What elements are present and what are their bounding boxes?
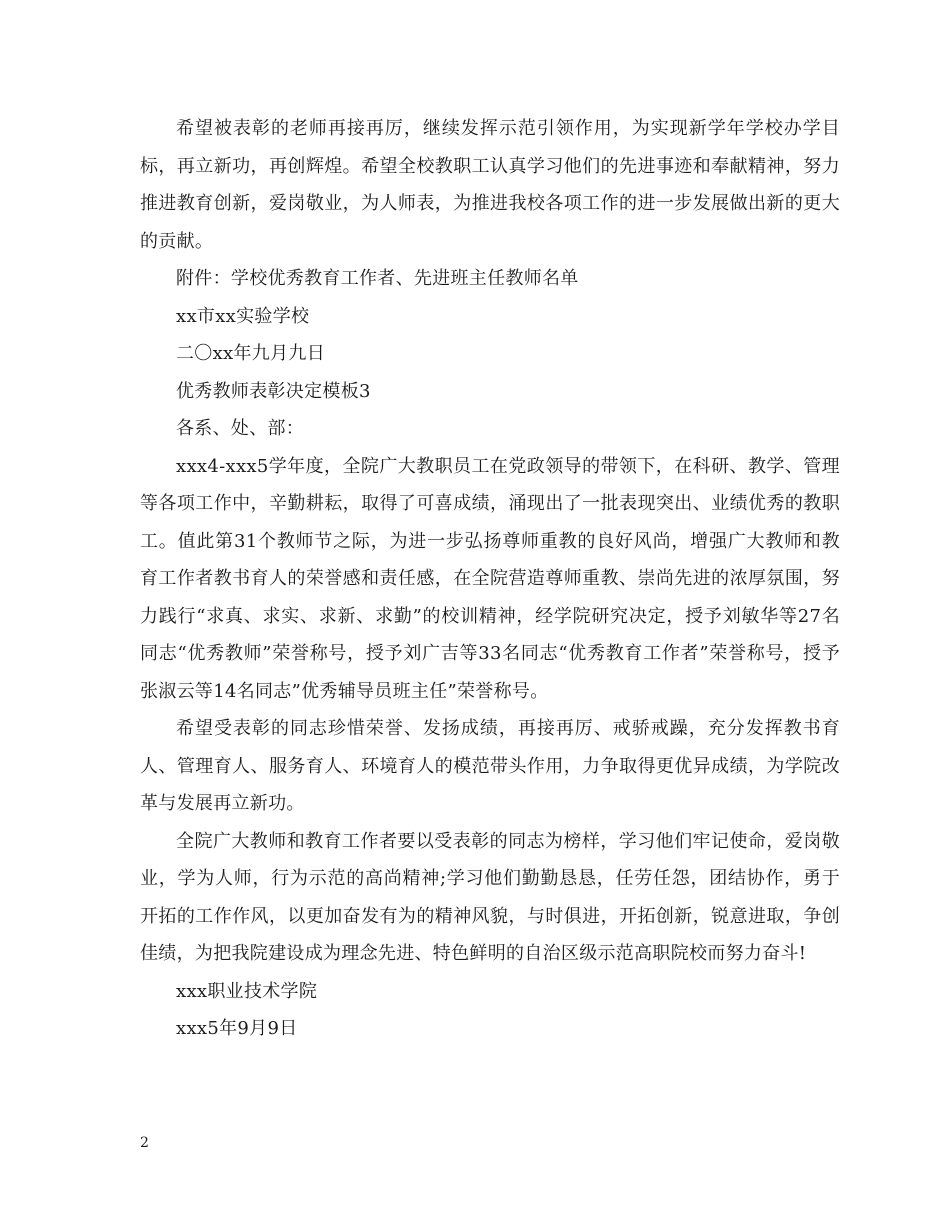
paragraph-college-date: xxx5年9月9日 — [176, 1018, 298, 1039]
page-number: 2 — [140, 1135, 149, 1151]
document-body — [140, 110, 840, 1048]
paragraph-school-date: 二〇xx年九月九日 — [176, 343, 326, 364]
paragraph-closing-hope: 希望被表彰的老师再接再厉，继续发挥示范引领作用，为实现新学年学校办学目标，再立新功，再创辉煌。希望全校教职工认真学习他们的先进事迹和奉献精神，努力推进教育创新，爱岗敬业，为人师表，为推进我校各项工作的进一步发展做出新的更大的贡献。 — [140, 118, 840, 252]
paragraph-hope: 希望受表彰的同志珍惜荣誉、发扬成绩，再接再厉、戒骄戒躁，充分发挥教书育人、管理育人、服务育人、环境育人的模范带头作用，力争取得更优异成绩，为学院改革与发展再立新功。 — [140, 718, 840, 814]
paragraph-college-signature: xxx职业技术学院 — [176, 980, 318, 1002]
paragraph-school-signature: xx市xx实验学校 — [176, 305, 310, 327]
paragraph-attachment: 附件：学校优秀教育工作者、先进班主任教师名单 — [176, 268, 579, 289]
paragraph-template-title: 优秀教师表彰决定模板3 — [176, 380, 371, 402]
paragraph-decision-body: xxx4-xxx5学年度，全院广大教职员工在党政领导的带领下，在科研、教学、管理等各项工作中，辛勤耕耘，取得了可喜成绩，涌现出了一批表现突出、业绩优秀的教职工。值此第31个教师节之际，为进一步弘扬尊师重教的良好风尚，增强广大教师和教育工作者教书育人的荣誉感和责任感，在全院营造尊师重教、崇尚先进的浓厚氛围，努力践行“求真、求实、求新、求勤”的校训精神，经学院研究决定，授予刘敏华等27名同志“优秀教师”荣誉称号，授予刘广吉等33名同志“优秀教育工作者”荣誉称号，授予张淑云等14名同志”优秀辅导员班主任”荣誉称号。 — [140, 455, 840, 702]
paragraph-call-to-action: 全院广大教师和教育工作者要以受表彰的同志为榜样，学习他们牢记使命，爱岗敬业，学为人师，行为示范的高尚精神;学习他们勤勤恳恳，任劳任怨，团结协作，勇于开拓的工作作风，以更加奋发有为的精神风貌，与时俱进，开拓创新，锐意进取，争创佳绩，为把我院建设成为理念先进、特色鲜明的自治区级示范高职院校而努力奋斗! — [140, 830, 840, 964]
paragraph-salutation: 各系、处、部： — [176, 418, 305, 439]
